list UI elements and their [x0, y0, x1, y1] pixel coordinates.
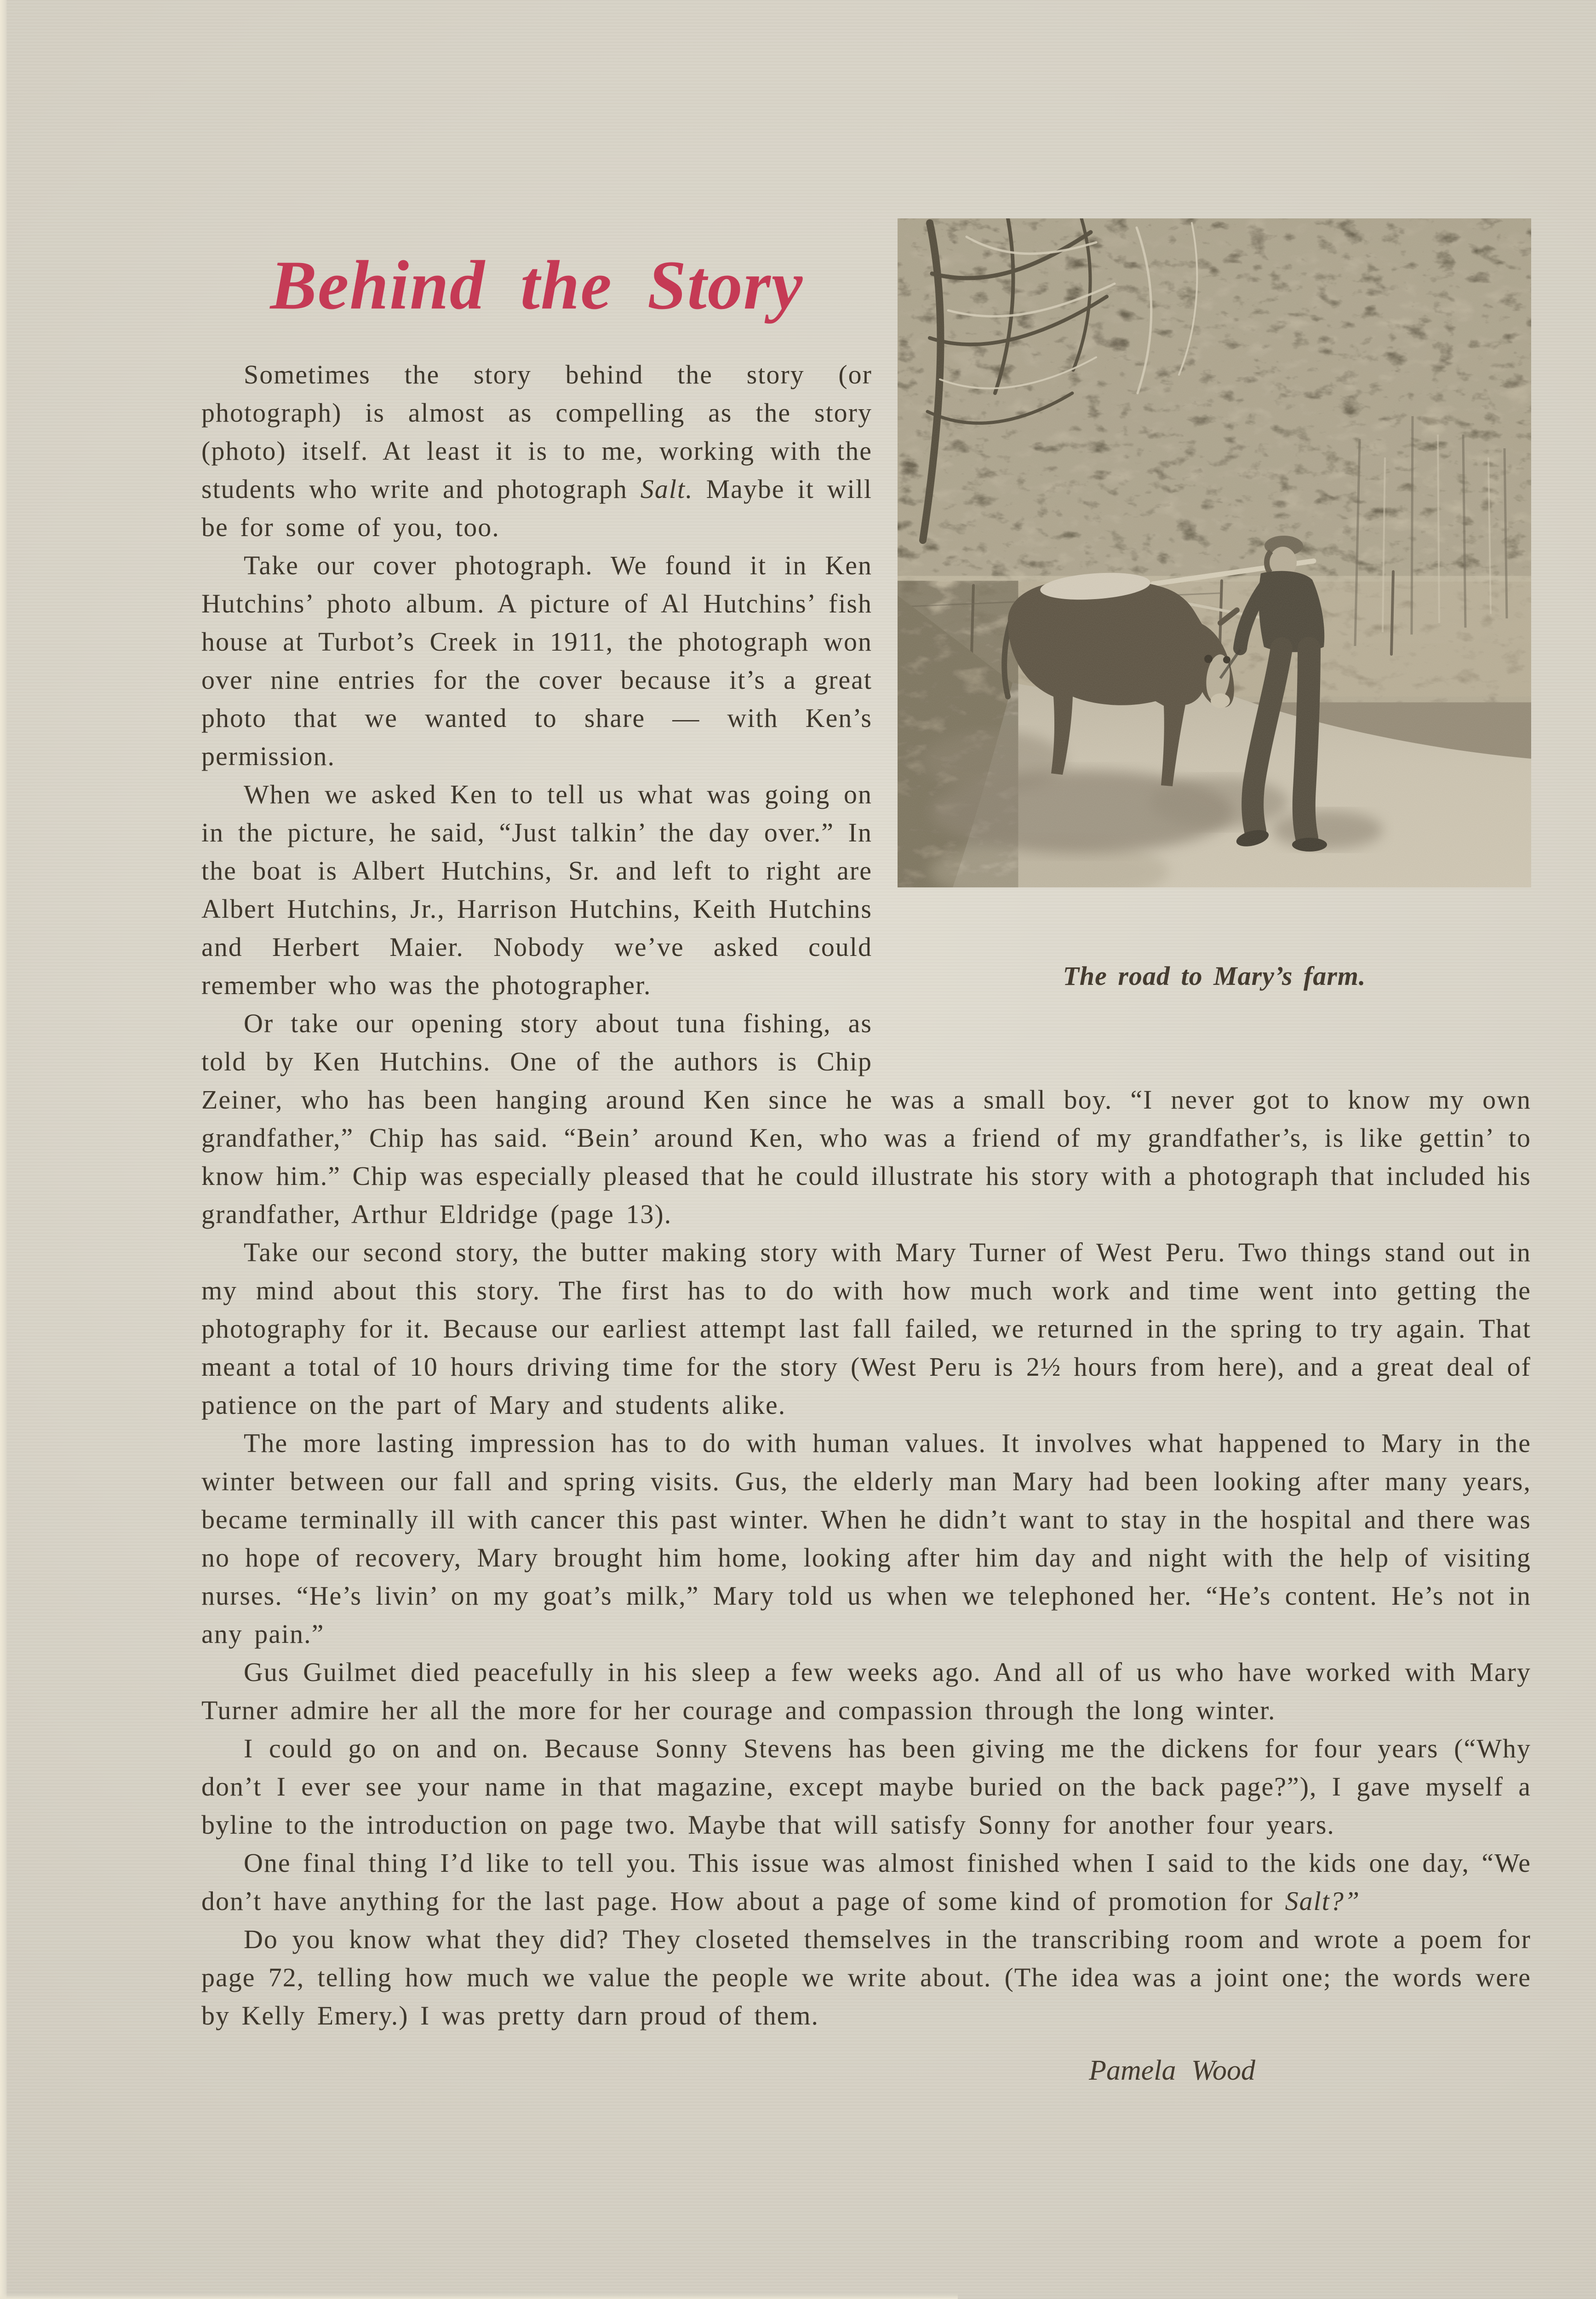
photo-caption: The road to Mary’s farm. [1063, 961, 1366, 991]
farm-road-photo [898, 218, 1531, 887]
paragraph-3: When we asked Ken to tell us what was going on in the picture, he said, “Just talkin’ the day over.” In the boat is Albert Hutchins, Sr. and left to right are Albert Hutchins, Jr., Harrison Hutchins, Keith Hutchins and Herbert Maier. Nobody we’ve asked could remember who was the photographer. [201, 779, 872, 1000]
photo-figure [898, 218, 1531, 992]
farm-road-photo-art [898, 218, 1531, 887]
article [201, 216, 1531, 2089]
paragraph-10: Do you know what they did? They closeted themselves in the transcribing room and wrote a poem for page 72, telling how much we value the people we write about. (The idea was a joint one; the words were by Kelly Emery.) I was pretty darn proud of them. [201, 1924, 1531, 2030]
page-title: Behind the Story [270, 246, 804, 324]
page-bottom-edge [0, 2293, 958, 2299]
paragraph-7: Gus Guilmet died peacefully in his sleep a few weeks ago. And all of us who have worked with Mary Turner admire her all the more for her courage and compassion through the long winter. [201, 1657, 1531, 1725]
paragraph-9: One final thing I’d like to tell you. This issue was almost finished when I said to the kids one day, “We don’t have anything for the last page. How about a page of some kind of promotion for Salt?” [201, 1848, 1531, 1916]
author-signature: Pamela Wood [1089, 2055, 1255, 2086]
paragraph-5: Take our second story, the butter making story with Mary Turner of West Peru. Two things stand out in my mind about this story. The first has to do with how much work and time went into getting the photography for it. Because our earliest attempt last fall failed, we returned in the spring to try again. That meant a total of 10 hours driving time for the story (West Peru is 2½ hours from here), and a great deal of patience on the part of Mary and students alike. [201, 1237, 1531, 1420]
paragraph-2: Take our cover photograph. We found it in Ken Hutchins’ photo album. A picture of Al Hutchins’ fish house at Turbot’s Creek in 1911, the photograph won over nine entries for the cover because it’s a great photo that we wanted to share — with Ken’s permission. [201, 550, 872, 771]
paragraph-6: The more lasting impression has to do with human values. It involves what happened to Mary in the winter between our fall and spring visits. Gus, the elderly man Mary had been looking after many years, became terminally ill with cancer this past winter. When he didn’t want to stay in the hospital and there was no hope of recovery, Mary brought him home, looking after him day and night with the help of visiting nurses. “He’s livin’ on my goat’s milk,” Mary told us when we telephoned her. “He’s content. He’s not in any pain.” [201, 1428, 1531, 1649]
photo-grain-light [898, 218, 1531, 887]
page-left-edge [0, 0, 7, 2299]
paragraph-8: I could go on and on. Because Sonny Stevens has been giving me the dickens for four years (“Why don’t I ever see your name in that magazine, except maybe buried on the back page?”), I gave myself a byline to the introduction on page two. Maybe that will satisfy Sonny for another four years. [201, 1733, 1531, 1840]
paragraph-4: Or take our opening story about tuna fishing, as told by Ken Hutchins. One of the authors is Chip Zeiner, who has been hanging around Ken since he was a small boy. “I never got to know my own grandfather,” Chip has said. “Bein’ around Ken, who was a friend of my grandfather’s, is like gettin’ to know him.” Chip was especially pleased that he could illustrate his story with a photograph that included his grandfather, Arthur Eldridge (page 13). [201, 1008, 1531, 1229]
paragraph-1: Sometimes the story behind the story (or photograph) is almost as compelling as the story (photo) itself. At least it is to me, working with the students who write and photograph Salt. Maybe it will be for some of you, too. [201, 360, 872, 542]
